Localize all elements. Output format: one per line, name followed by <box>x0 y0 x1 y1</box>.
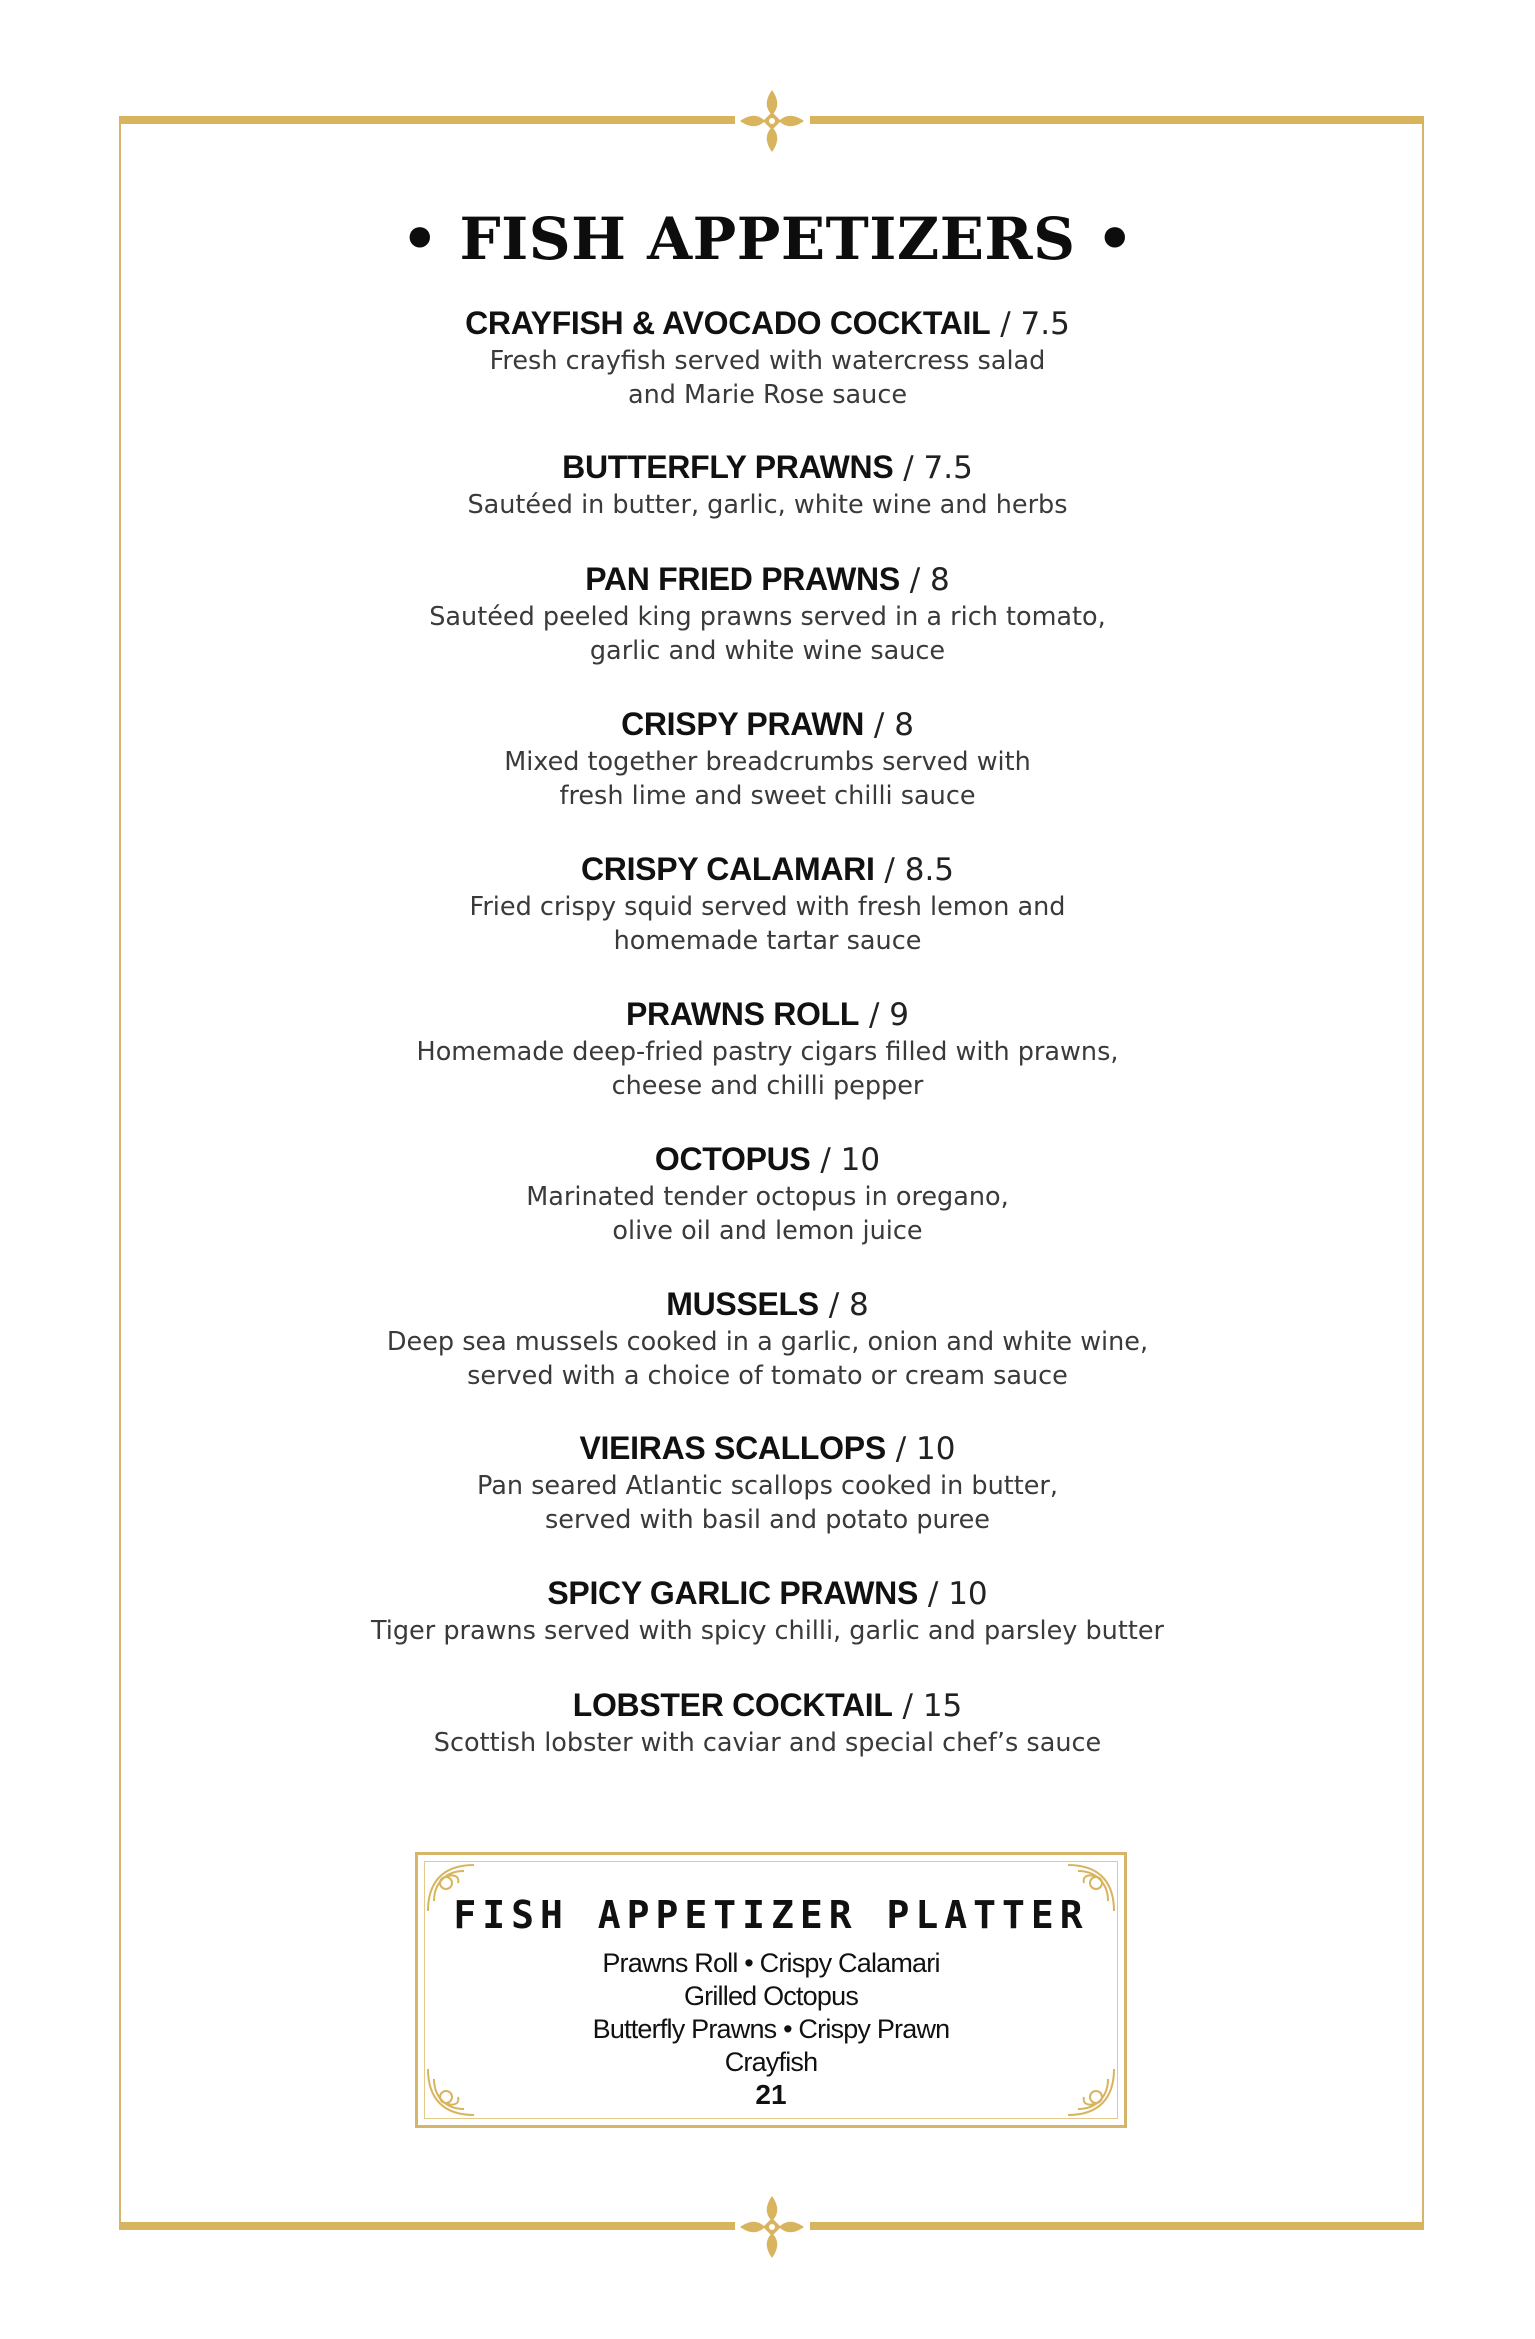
top-ornament-icon <box>737 88 807 154</box>
item-description: Fried crispy squid served with fresh lemon and homemade tartar sauce <box>469 892 1066 956</box>
price-separator: / <box>903 450 914 486</box>
platter-line: Crayfish <box>724 2047 818 2077</box>
top-rule-left <box>119 116 735 124</box>
menu-item <box>0 1573 1535 1648</box>
price-separator: / <box>1000 306 1011 342</box>
price-separator: / <box>828 1287 840 1323</box>
platter-line: Grilled Octopus <box>683 1981 859 2011</box>
item-description: Mixed together breadcrumbs served with fresh lime and sweet chilli sauce <box>504 747 1031 811</box>
item-name: OCTOPUS <box>654 1141 811 1177</box>
item-name: CRISPY CALAMARI <box>580 851 875 887</box>
item-description: Deep sea mussels cooked in a garlic, onion and white wine, served with a choice of tomato or cream sauce <box>386 1327 1149 1391</box>
item-price: 9 <box>889 997 910 1033</box>
bottom-rule-right <box>810 2222 1424 2230</box>
price-separator: / <box>927 1576 939 1612</box>
platter-line: Prawns Roll • Crispy Calamari <box>602 1948 940 1978</box>
price-separator: / <box>884 852 895 888</box>
item-price: 8 <box>849 1287 869 1323</box>
menu-item <box>0 1428 1535 1537</box>
menu-item <box>0 1139 1535 1248</box>
item-description: Sautéed peeled king prawns served in a rich tomato, garlic and white wine sauce <box>429 602 1106 666</box>
menu-item <box>0 704 1535 813</box>
item-name: PAN FRIED PRAWNS <box>585 561 900 597</box>
price-separator: / <box>902 1688 913 1724</box>
item-name: SPICY GARLIC PRAWNS <box>547 1575 919 1611</box>
price-separator: / <box>868 997 880 1033</box>
platter-contents <box>418 1947 1124 2079</box>
item-price: 10 <box>948 1576 988 1612</box>
price-separator: / <box>909 562 921 598</box>
item-description: Pan seared Atlantic scallops cooked in butter, served with basil and potato puree <box>476 1471 1059 1535</box>
item-price: 8 <box>894 707 914 743</box>
menu-item <box>0 994 1535 1103</box>
item-price: 8.5 <box>904 852 955 888</box>
price-separator: / <box>873 707 885 743</box>
platter-price: 21 <box>755 2079 787 2110</box>
item-price: 7.5 <box>1020 306 1070 342</box>
item-name: MUSSELS <box>666 1286 819 1322</box>
menu-item <box>0 849 1535 958</box>
item-name: CRISPY PRAWN <box>621 706 865 742</box>
item-name: LOBSTER COCKTAIL <box>572 1687 893 1723</box>
item-name: BUTTERFLY PRAWNS <box>562 449 894 485</box>
menu-section-title: • FISH APPETIZERS • <box>401 205 1134 273</box>
item-name: PRAWNS ROLL <box>625 996 860 1032</box>
item-price: 15 <box>922 1688 963 1724</box>
item-description: Marinated tender octopus in oregano, olive oil and lemon juice <box>526 1182 1009 1246</box>
item-price: 8 <box>930 562 950 598</box>
price-separator: / <box>820 1142 831 1178</box>
item-name: CRAYFISH & AVOCADO COCKTAIL <box>465 305 991 341</box>
menu-item <box>0 1685 1535 1760</box>
item-price: 10 <box>840 1142 881 1178</box>
bottom-rule-left <box>119 2222 735 2230</box>
menu-item <box>0 559 1535 668</box>
platter-box <box>415 1852 1127 2128</box>
menu-item <box>0 447 1535 522</box>
top-rule-right <box>810 116 1424 124</box>
item-price: 10 <box>916 1431 956 1467</box>
item-name: VIEIRAS SCALLOPS <box>579 1430 886 1466</box>
price-separator: / <box>895 1431 907 1467</box>
item-description: Homemade deep-fried pastry cigars filled with prawns, cheese and chilli pepper <box>416 1037 1119 1101</box>
platter-title: FISH APPETIZER PLATTER <box>453 1893 1089 1937</box>
bottom-ornament-icon <box>737 2194 807 2260</box>
item-description: Tiger prawns served with spicy chilli, garlic and parsley butter <box>370 1616 1165 1646</box>
item-description: Sautéed in butter, garlic, white wine and herbs <box>467 490 1068 520</box>
item-price: 7.5 <box>923 450 973 486</box>
menu-item <box>0 303 1535 412</box>
item-description: Fresh crayfish served with watercress salad and Marie Rose sauce <box>489 346 1046 410</box>
item-description: Scottish lobster with caviar and special chef’s sauce <box>433 1728 1102 1758</box>
platter-line: Butterfly Prawns • Crispy Prawn <box>592 2014 950 2044</box>
menu-item <box>0 1284 1535 1393</box>
